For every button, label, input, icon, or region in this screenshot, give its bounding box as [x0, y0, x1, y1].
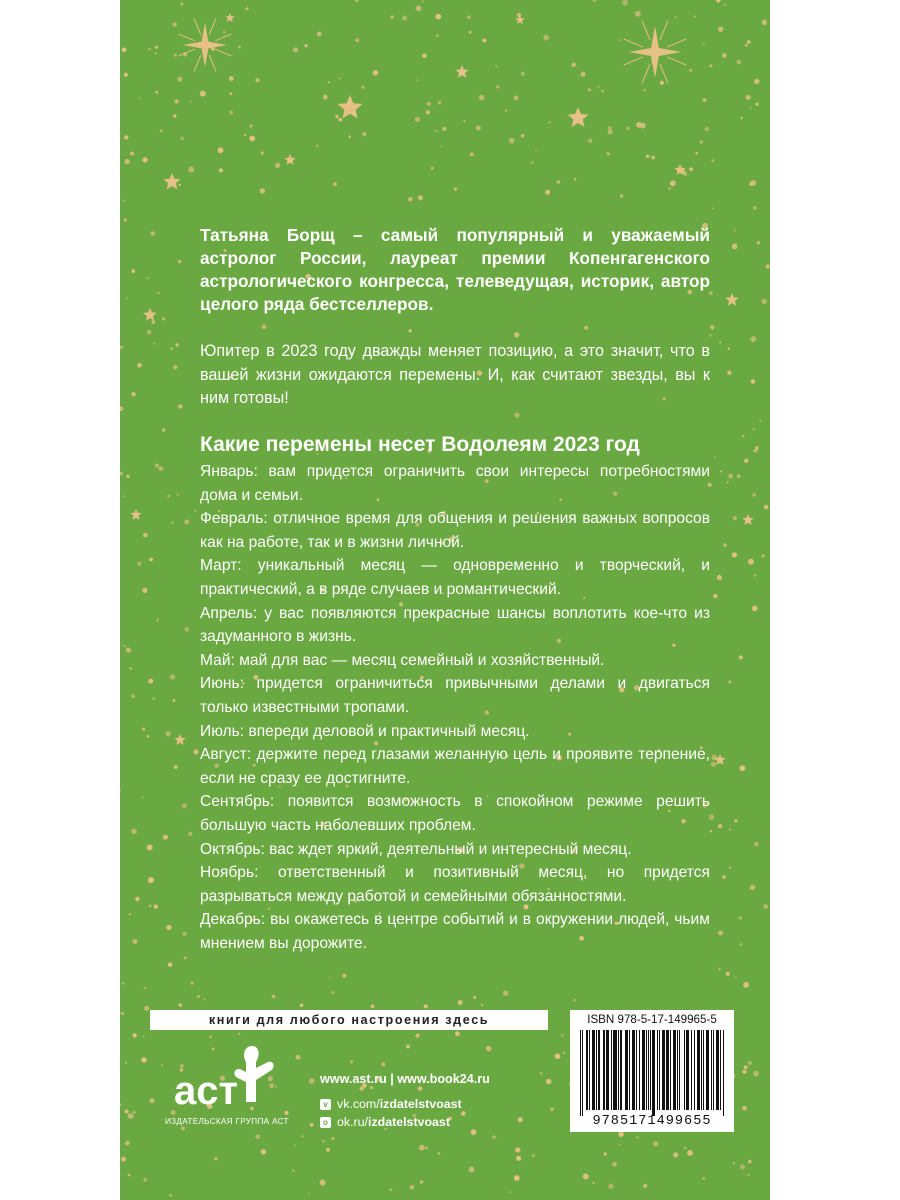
ok-prefix: ok.ru/ — [337, 1115, 368, 1129]
forecast-february: Февраль: отличное время для общения и решения важных вопросов как на работе, так и в жизни личной. — [200, 510, 710, 551]
logo-lettering: аст — [174, 1069, 239, 1113]
isbn-number: ISBN 978-5-17-149965-5 — [587, 1013, 717, 1026]
lead-paragraph: Юпитер в 2023 году дважды меняет позицию, а это значит, что в вашей жизни ожидаются перемены. И, как считают звезды, вы к ним готовы! — [200, 342, 710, 407]
vk-link[interactable] — [320, 1097, 462, 1111]
publisher-name: ИЗДАТЕЛЬСКАЯ ГРУППА АСТ — [165, 1117, 289, 1126]
barcode-digits: 9785171499655 — [592, 1114, 712, 1129]
forecast-december: Декабрь: вы окажетесь в центре событий и в окружении людей, чьим мнением вы дорожите. — [200, 911, 710, 952]
forecast-march: Март: уникальный месяц — одновременно и творческий, и практический, а в ряде случаев и романтический. — [200, 557, 710, 598]
forecast-august: Август: держите перед глазами желанную цель и проявите терпение, если не сразу ее достигните. — [200, 746, 710, 787]
vk-prefix: vk.com/ — [337, 1097, 380, 1111]
websites[interactable]: www.ast.ru | www.book24.ru — [320, 1072, 490, 1086]
forecast-may: Май: май для вас — месяц семейный и хозяйственный. — [200, 651, 605, 669]
author-intro: Татьяна Борщ – самый популярный и уважаемый астролог России, лауреат премии Копенгагенского астрологического конгресса, телеведущая, историк, автор целого ряда бестселлеров. — [200, 225, 710, 314]
vk-icon: v — [320, 1099, 331, 1110]
forecast-april: Апрель: у вас появляются прекрасные шансы воплотить кое-что из задуманного в жизнь. — [200, 604, 710, 646]
ok-link[interactable] — [320, 1115, 450, 1129]
vk-handle: izdatelstvoast — [379, 1097, 462, 1111]
monthly-forecast-list — [200, 460, 710, 955]
ok-handle: izdatelstvoast — [368, 1115, 450, 1129]
forecast-october: Октябрь: вас ждет яркий, деятельный и интересный месяц. — [200, 840, 632, 858]
forecast-september: Сентябрь: появится возможность в спокойном режиме решить большую часть наболевших проблем. — [200, 793, 710, 834]
ast-logo — [168, 1038, 278, 1118]
book-back-cover — [120, 0, 770, 1200]
tagline-banner: книги для любого настроения здесь — [150, 1010, 548, 1030]
forecast-january: Январь: вам придется ограничить свои интересы потребностями дома и семьи. — [200, 463, 710, 504]
barcode-panel — [570, 1010, 734, 1132]
section-title: Какие перемены несет Водолеям 2023 год — [200, 433, 640, 456]
forecast-july: Июль: впереди деловой и практичный месяц. — [200, 722, 530, 740]
forecast-november: Ноябрь: ответственный и позитивный месяц, но придется разрываться между работой и семейными обязанностями. — [200, 864, 710, 905]
forecast-june: Июнь: придется ограничиться привычными делами и двигаться только известными тропами. — [200, 675, 710, 716]
barcode-icon — [578, 1030, 726, 1116]
ok-icon: o — [320, 1117, 331, 1128]
